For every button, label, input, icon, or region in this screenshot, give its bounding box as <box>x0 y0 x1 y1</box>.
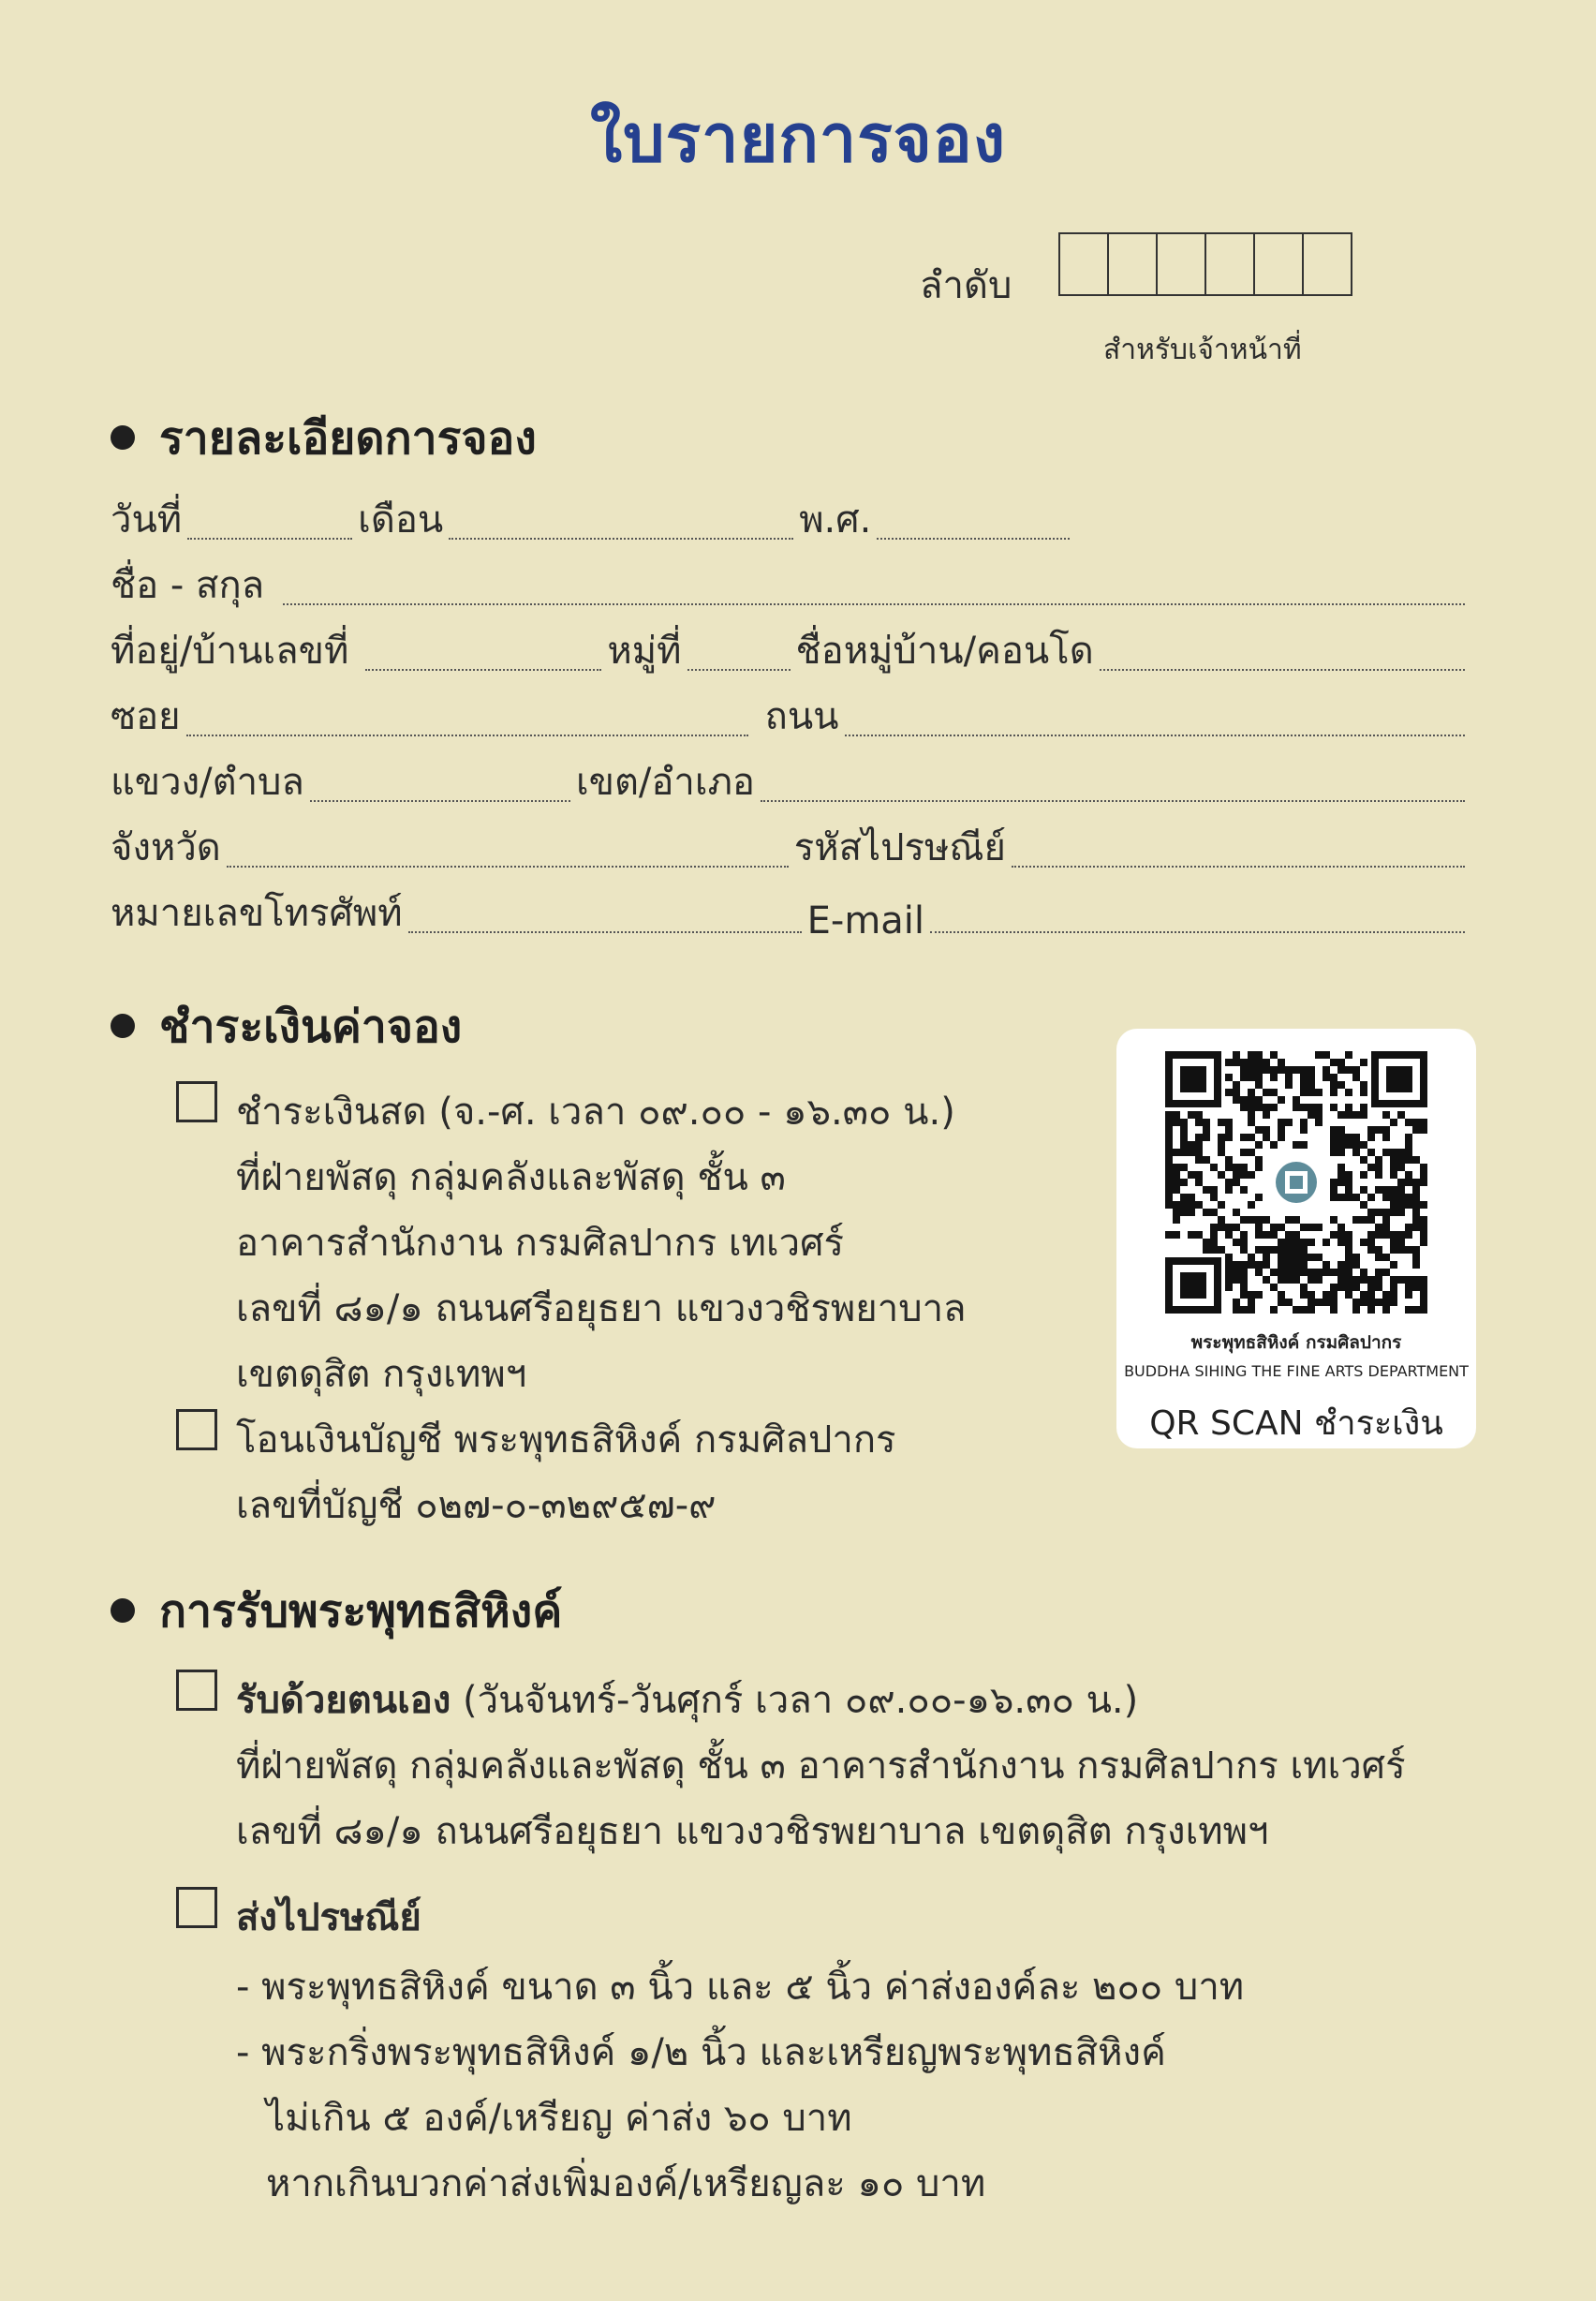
payment-heading <box>111 991 462 1062</box>
postal-delivery-checkbox[interactable] <box>176 1887 217 1928</box>
transfer-payment-line: เลขที่บัญชี ๐๒๗-๐-๓๒๙๕๗-๙ <box>236 1484 717 1527</box>
moo-label: หมู่ที่ <box>607 630 682 673</box>
order-number-label: ลำดับ <box>920 264 1012 307</box>
qr-code-icon[interactable] <box>1165 1051 1427 1314</box>
payment-heading-text: ชำระเงินค่าจอง <box>159 1001 463 1053</box>
bullet-icon <box>111 1598 135 1623</box>
date-row <box>111 497 1470 549</box>
postal-delivery-line: ไม่เกิน ๕ องค์/เหรียญ ค่าส่ง ๖๐ บาท <box>266 2097 852 2140</box>
pickup-heading <box>111 1576 562 1647</box>
subdistrict-row <box>111 759 1470 811</box>
postal-delivery-line: - พระพุทธสิหิงค์ ขนาด ๓ นิ้ว และ ๕ นิ้ว ค่าส่งองค์ละ ๒๐๐ บาท <box>236 1966 1245 2009</box>
qr-caption-english: BUDDHA SIHING THE FINE ARTS DEPARTMENT <box>1124 1362 1469 1380</box>
province-field[interactable] <box>227 866 789 868</box>
village-label: ชื่อหมู่บ้าน/คอนโด <box>795 630 1094 673</box>
house-number-field[interactable] <box>365 669 601 671</box>
subdistrict-label: แขวง/ตำบล <box>111 761 304 804</box>
cash-payment-checkbox[interactable] <box>176 1081 217 1122</box>
qr-scan-label: QR SCAN ชำระเงิน <box>1149 1404 1443 1443</box>
postal-delivery-line: หากเกินบวกค่าส่งเพิ่มองค์/เหรียญละ ๑๐ บาท <box>266 2162 986 2205</box>
transfer-payment-checkbox[interactable] <box>176 1409 217 1450</box>
road-field[interactable] <box>845 735 1465 736</box>
order-digit-box[interactable] <box>1060 234 1109 294</box>
house-number-label: ที่อยู่/บ้านเลขที่ <box>111 630 349 673</box>
cash-payment-line: อาคารสำนักงาน กรมศิลปากร เทเวศร์ <box>236 1222 844 1265</box>
cash-payment-line: เขตดุสิต กรุงเทพฯ <box>236 1353 527 1396</box>
name-row <box>111 562 1470 615</box>
self-pickup-line <box>236 1670 1138 1729</box>
postcode-field[interactable] <box>1012 866 1465 868</box>
transfer-payment-line: โอนเงินบัญชี พระพุทธสิหิงค์ กรมศิลปากร <box>236 1418 896 1462</box>
address-row <box>111 628 1470 680</box>
soi-field[interactable] <box>186 735 748 736</box>
self-pickup-address-line: เลขที่ ๘๑/๑ ถนนศรีอยุธยา แขวงวชิรพยาบาล เขตดุสิต กรุงเทพฯ <box>236 1810 1269 1853</box>
contact-row <box>111 890 1470 943</box>
year-label: พ.ศ. <box>799 498 872 542</box>
pickup-heading-text: การรับพระพุทธสิหิงค์ <box>159 1585 563 1638</box>
name-label: ชื่อ - สกุล <box>111 564 265 607</box>
cash-payment-line: ชำระเงินสด (จ.-ศ. เวลา ๐๙.๐๐ - ๑๖.๓๐ น.) <box>236 1091 955 1134</box>
bullet-icon <box>111 425 135 450</box>
email-label: E-mail <box>806 899 925 943</box>
form-title: ใบรายการจอง <box>589 100 1007 177</box>
qr-caption-thai: พระพุทธสิหิงค์ กรมศิลปากร <box>1190 1332 1402 1353</box>
bullet-icon <box>111 1014 135 1038</box>
self-pickup-time: (วันจันทร์-วันศุกร์ เวลา ๐๙.๐๐-๑๖.๓๐ น.) <box>451 1679 1139 1722</box>
road-label: ถนน <box>764 695 839 738</box>
booking-details-heading-text: รายละเอียดการจอง <box>159 412 537 465</box>
order-digit-box[interactable] <box>1255 234 1304 294</box>
soi-road-row <box>111 693 1470 746</box>
year-field[interactable] <box>877 538 1070 540</box>
name-field[interactable] <box>283 603 1465 605</box>
self-pickup-title: รับด้วยตนเอง <box>236 1679 451 1722</box>
staff-only-note: สำหรับเจ้าหน้าที่ <box>1103 334 1302 366</box>
district-field[interactable] <box>761 800 1465 802</box>
postcode-label: รหัสไปรษณีย์ <box>793 826 1006 869</box>
phone-field[interactable] <box>408 931 802 933</box>
order-number-boxes[interactable] <box>1058 232 1352 296</box>
postal-delivery-line: - พระกริ่งพระพุทธสิหิงค์ ๑/๒ นิ้ว และเหรียญพระพุทธสิหิงค์ <box>236 2031 1166 2074</box>
subdistrict-field[interactable] <box>310 800 570 802</box>
date-label: วันที่ <box>111 498 183 542</box>
order-digit-box[interactable] <box>1158 234 1206 294</box>
moo-field[interactable] <box>687 669 791 671</box>
cash-payment-line: เลขที่ ๘๑/๑ ถนนศรีอยุธยา แขวงวชิรพยาบาล <box>236 1287 967 1330</box>
district-label: เขต/อำเภอ <box>575 761 755 804</box>
month-label: เดือน <box>358 498 444 542</box>
date-field[interactable] <box>187 538 352 540</box>
order-digit-box[interactable] <box>1109 234 1158 294</box>
province-row <box>111 824 1470 877</box>
phone-label: หมายเลขโทรศัพท์ <box>111 892 403 935</box>
self-pickup-checkbox[interactable] <box>176 1670 217 1711</box>
month-field[interactable] <box>449 538 793 540</box>
booking-details-heading <box>111 403 537 474</box>
cash-payment-line: ที่ฝ่ายพัสดุ กลุ่มคลังและพัสดุ ชั้น ๓ <box>236 1156 786 1199</box>
province-label: จังหวัด <box>111 826 221 869</box>
soi-label: ซอย <box>111 695 181 738</box>
self-pickup-address-line: ที่ฝ่ายพัสดุ กลุ่มคลังและพัสดุ ชั้น ๓ อาคารสำนักงาน กรมศิลปากร เทเวศร์ <box>236 1744 1406 1788</box>
postal-delivery-title: ส่งไปรษณีย์ <box>236 1896 421 1939</box>
order-digit-box[interactable] <box>1206 234 1255 294</box>
village-field[interactable] <box>1100 669 1465 671</box>
email-field[interactable] <box>930 931 1465 933</box>
order-digit-box[interactable] <box>1304 234 1351 294</box>
